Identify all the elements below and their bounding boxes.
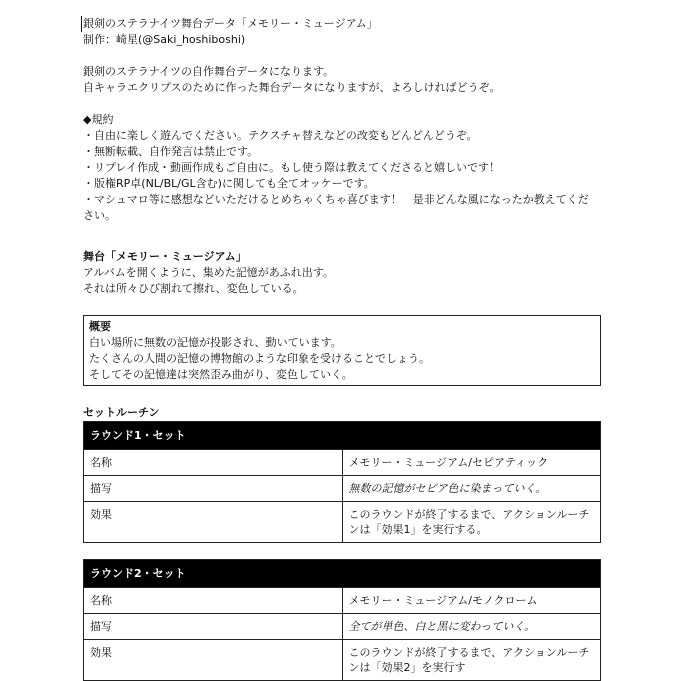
set-routine-heading: セットルーチン bbox=[83, 406, 160, 419]
row-value: このラウンドが終了するまで、アクションルーチンは「効果1」を実行する。 bbox=[342, 502, 601, 543]
overview-line-2: たくさんの人間の記憶の博物館のような印象を受けることでしょう。 bbox=[89, 352, 430, 365]
row-key: 名称 bbox=[84, 450, 343, 476]
overview-box bbox=[83, 315, 601, 386]
row-value: このラウンドが終了するまで、アクションルーチンは「効果2」を実行す bbox=[342, 640, 601, 681]
rule-item: さい。 bbox=[83, 209, 116, 222]
row-key: 効果 bbox=[84, 640, 343, 681]
table-row bbox=[84, 450, 601, 476]
row-key: 描写 bbox=[84, 476, 343, 502]
overview-line-1: 白い場所に無数の記憶が投影され、動いています。 bbox=[89, 336, 342, 349]
intro-line-1: 銀剣のステラナイツの自作舞台データになります。 bbox=[83, 65, 335, 78]
overview-heading: 概要 bbox=[89, 320, 111, 333]
table-row bbox=[84, 614, 601, 640]
round1-table bbox=[83, 421, 601, 543]
round2-table bbox=[83, 559, 601, 681]
author-credit: 制作：崎星(@Saki_hoshiboshi) bbox=[83, 33, 246, 46]
table-row bbox=[84, 588, 601, 614]
row-value: 無数の記憶がセピア色に染まっていく。 bbox=[342, 476, 601, 502]
row-value: メモリー・ミュージアム/セピアティック bbox=[342, 450, 601, 476]
rule-item: ・版権RP卓(NL/BL/GL含む)に関しても全てオッケーです。 bbox=[83, 177, 375, 190]
document-page bbox=[83, 16, 601, 681]
row-key: 名称 bbox=[84, 588, 343, 614]
rule-item: ・無断転載、自作発言は禁止です。 bbox=[83, 145, 259, 158]
stage-line-2: それは所々ひび割れて擦れ、変色している。 bbox=[83, 282, 304, 295]
round1-title: ラウンド1・セット bbox=[84, 422, 601, 450]
rule-item: ・自由に楽しく遊んでください。テクスチャ替えなどの改変もどんどんどうぞ。 bbox=[83, 129, 478, 142]
stage-heading: 舞台「メモリー・ミュージアム」 bbox=[83, 250, 247, 263]
overview-line-3: そしてその記憶達は突然歪み曲がり、変色していく。 bbox=[89, 368, 353, 381]
row-key: 効果 bbox=[84, 502, 343, 543]
document-title: 銀剣のステラナイツ舞台データ「メモリー・ミュージアム」 bbox=[81, 16, 601, 32]
table-row bbox=[84, 476, 601, 502]
rule-item: ・リプレイ作成・動画作成もご自由に。もし使う際は教えてくださると嬉しいです！ bbox=[83, 161, 501, 174]
row-value: 全てが単色、白と黒に変わっていく。 bbox=[342, 614, 601, 640]
row-key: 描写 bbox=[84, 614, 343, 640]
rule-item: ・マシュマロ等に感想などいただけるとめちゃくちゃ喜びます！ 是非どんな風になったか教えてくだ bbox=[83, 193, 589, 206]
table-row bbox=[84, 502, 601, 543]
stage-line-1: アルバムを開くように、集めた記憶があふれ出す。 bbox=[83, 266, 334, 279]
rules-heading: ◆規約 bbox=[83, 113, 114, 126]
table-row bbox=[84, 640, 601, 681]
row-value: メモリー・ミュージアム/モノクローム bbox=[342, 588, 601, 614]
round2-title: ラウンド2・セット bbox=[84, 560, 601, 588]
intro-line-2: 自キャラエクリプスのために作った舞台データになりますが、よろしければどうぞ。 bbox=[83, 81, 501, 94]
